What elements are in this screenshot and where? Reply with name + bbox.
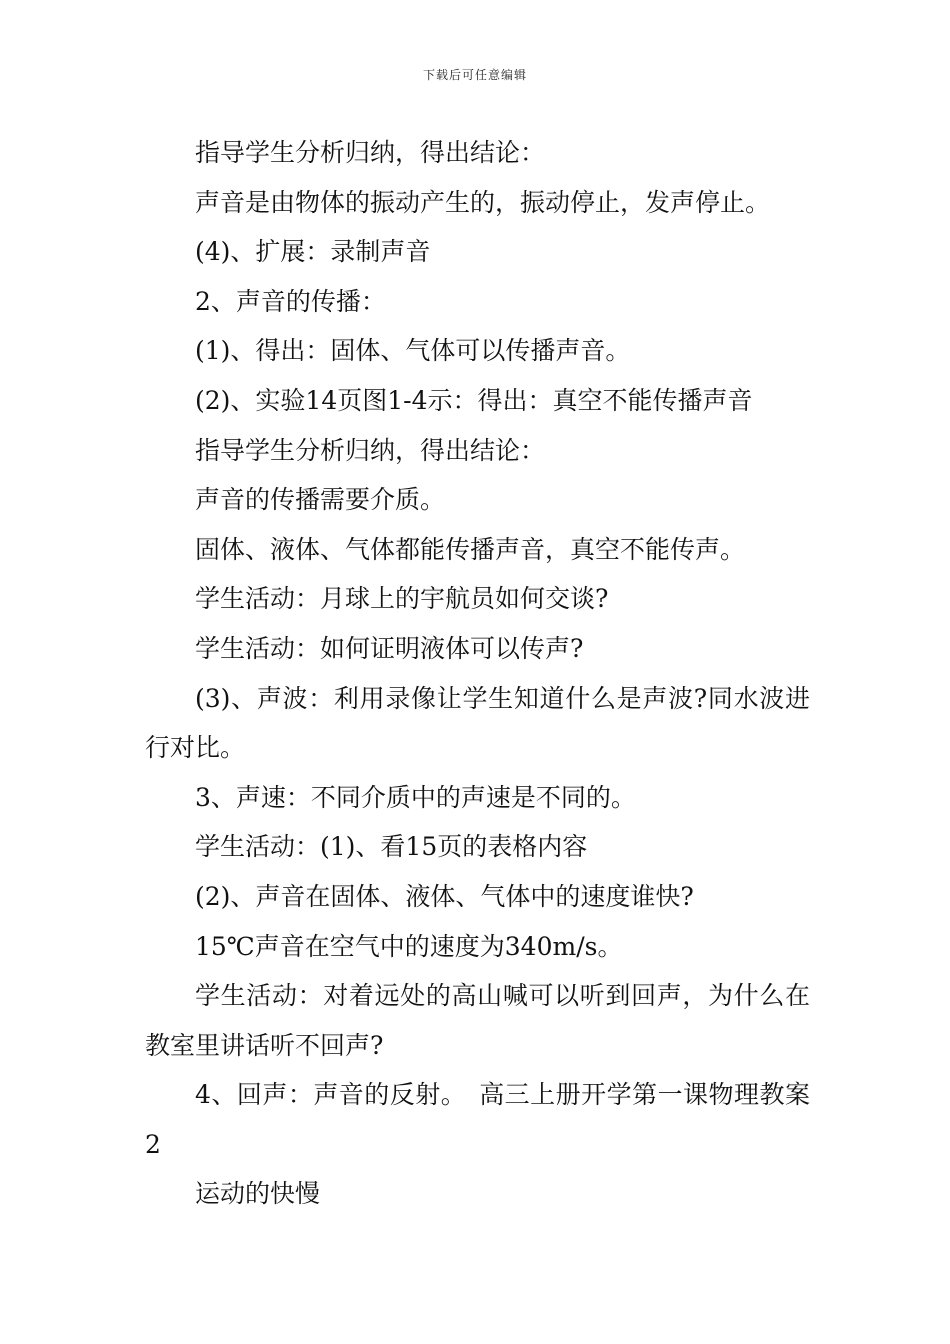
paragraph: 指导学生分析归纳，得出结论：	[195, 138, 546, 167]
paragraph: 学生活动：(1)、看15页的表格内容	[195, 832, 588, 862]
paragraph: (4)、扩展：录制声音	[195, 237, 431, 267]
paragraph: (1)、得出：固体、气体可以传播声音。	[195, 336, 631, 366]
paragraph: 15℃声音在空气中的速度为340m/s。	[195, 931, 623, 961]
paragraph: 4、回声：声音的反射。 高三上册开学第一课物理教案2	[145, 1080, 810, 1159]
paragraph: 声音的传播需要介质。	[195, 485, 446, 515]
paragraph: 学生活动：对着远处的高山喊可以听到回声，为什么在教室里讲话听不回声?	[145, 981, 810, 1060]
paragraph: 学生活动：如何证明液体可以传声?	[195, 633, 584, 663]
paragraph: 2、声音的传播：	[195, 286, 386, 316]
paragraph: (2)、声音在固体、液体、气体中的速度谁快?	[195, 881, 694, 911]
paragraph: 固体、液体、气体都能传播声音，真空不能传声。	[195, 534, 746, 564]
paragraph: 声音是由物体的振动产生的，振动停止，发声停止。	[195, 187, 771, 217]
paragraph: (3)、声波：利用录像让学生知道什么是声波?同水波进行对比。	[145, 683, 810, 763]
paragraph: 指导学生分析归纳，得出结论：	[195, 435, 546, 465]
paragraph: 学生活动：月球上的宇航员如何交谈?	[195, 584, 609, 614]
paragraph: 运动的快慢	[195, 1179, 321, 1209]
paragraph: 3、声速：不同介质中的声速是不同的。	[195, 782, 636, 812]
paragraph: (2)、实验14页图1-4示：得出：真空不能传播声音	[195, 385, 753, 415]
page-header: 下载后可任意编辑	[422, 68, 527, 82]
document-body	[145, 128, 810, 1219]
